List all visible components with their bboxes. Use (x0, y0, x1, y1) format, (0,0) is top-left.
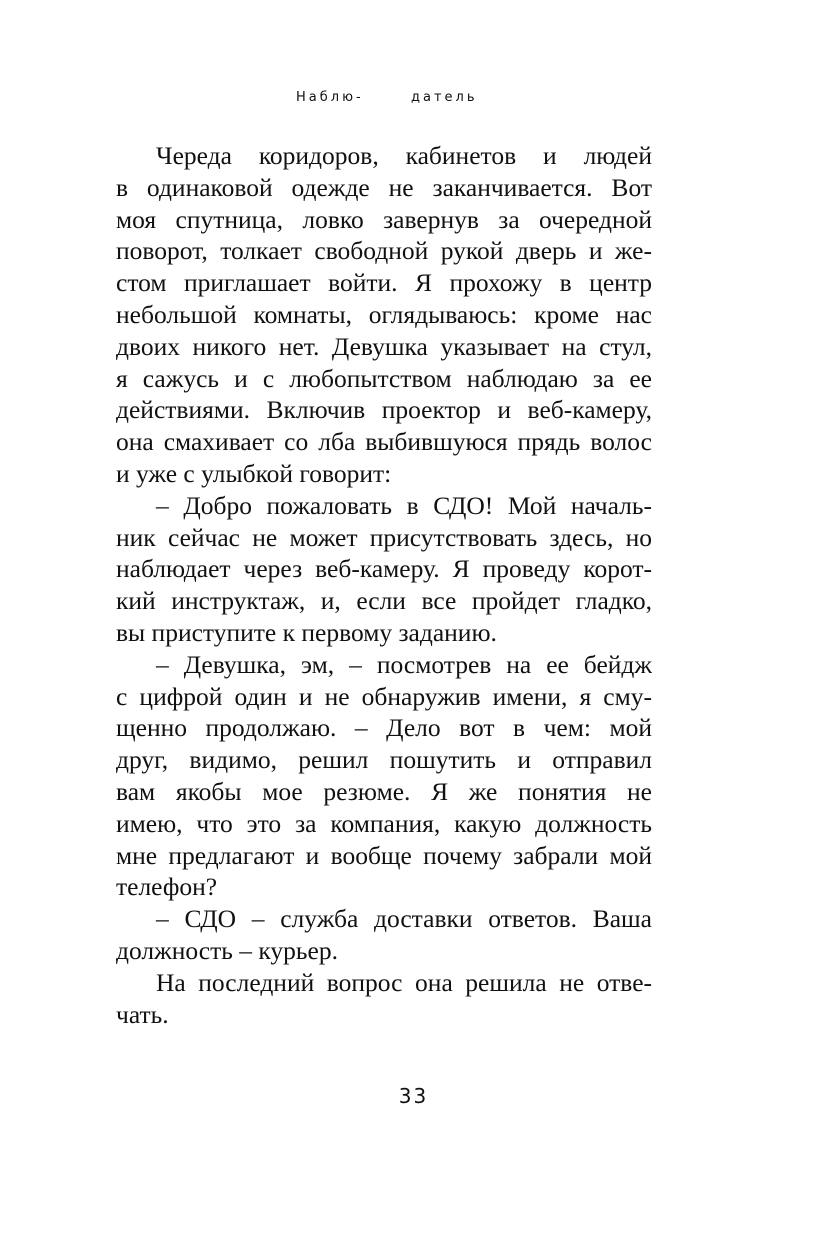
text-line: небольшой комнаты, оглядываюсь: кроме нас (116, 299, 652, 329)
running-head (0, 90, 827, 114)
text-line: – Добро пожаловать в СДО! Мой началь- (156, 490, 652, 520)
text-line: щенно продолжаю. – Дело вот в чем: мой (116, 713, 652, 743)
text-line: поворот, толкает свободной рукой дверь и же- (116, 236, 652, 266)
text-line: чать. (116, 999, 169, 1029)
text-line: ник сейчас не может присутствовать здесь, но (116, 522, 652, 552)
text-line: двоих никого нет. Девушка указывает на стул, (116, 331, 652, 361)
text-line: должность – курьер. (116, 935, 338, 965)
text-line: она смахивает со лба выбившуюся прядь волос (116, 427, 652, 457)
text-line: мне предлагают и вообще почему забрали мой (116, 840, 652, 870)
running-head-left: Наблю- (296, 90, 364, 105)
text-line: действиями. Включив проектор и веб-камеру, (116, 395, 652, 425)
text-line: имею, что это за компания, какую должность (116, 808, 652, 838)
text-line: я сажусь и с любопытством наблюдаю за ее (116, 363, 652, 393)
text-line: кий инструктаж, и, если все пройдет гладко, (116, 586, 652, 616)
text-line: вы приступите к первому заданию. (116, 617, 497, 647)
text-line: стом приглашает войти. Я прохожу в центр (116, 268, 652, 298)
text-line: На последний вопрос она решила не отве- (156, 967, 652, 997)
text-line: наблюдает через веб-камеру. Я проведу корот- (116, 554, 652, 584)
text-line: и уже с улыбкой говорит: (116, 458, 392, 488)
running-head-right: датель (411, 90, 478, 105)
body-text (116, 140, 652, 1030)
text-line: друг, видимо, решил пошутить и отправил (116, 745, 652, 775)
text-line: в одинаковой одежде не заканчивается. Вот (116, 172, 652, 202)
page-number: 33 (398, 1084, 429, 1108)
text-line: с цифрой один и не обнаружив имени, я сму- (116, 681, 652, 711)
text-line: телефон? (116, 872, 218, 902)
text-line: – Девушка, эм, – посмотрев на ее бейдж (156, 649, 652, 679)
text-line: Череда коридоров, кабинетов и людей (156, 141, 652, 170)
text-line: моя спутница, ловко завернув за очередной (116, 204, 652, 234)
text-line: вам якобы мое резюме. Я же понятия не (116, 776, 652, 806)
text-line: – СДО – служба доставки ответов. Ваша (156, 904, 652, 934)
